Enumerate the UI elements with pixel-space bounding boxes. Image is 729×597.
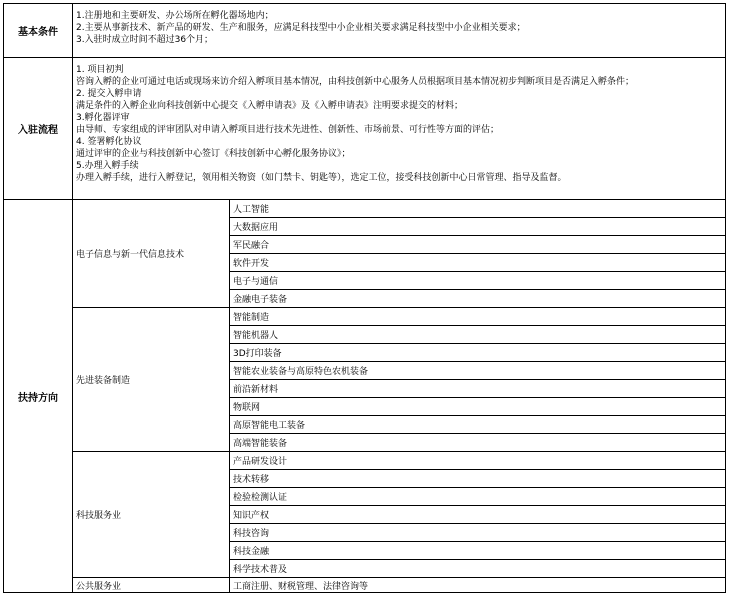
support-item-text: 3D打印装备 [233, 349, 282, 359]
support-item-text: 高端智能装备 [233, 439, 288, 449]
support-item [229, 271, 726, 290]
support-item [229, 577, 726, 593]
support-item-text: 工商注册、财税管理、法律咨询等 [233, 581, 369, 592]
support-group-tech-services [72, 451, 230, 578]
support-item-text: 智能机器人 [233, 331, 279, 341]
support-item [229, 469, 726, 488]
support-item-text: 检验检测认证 [233, 493, 288, 503]
support-group-electronics [72, 199, 230, 308]
support-item-text: 知识产权 [233, 511, 270, 521]
support-item [229, 559, 726, 578]
support-group-name: 先进装备制造 [76, 376, 131, 386]
support-item-text: 军民融合 [233, 241, 270, 251]
support-group-manufacturing [72, 307, 230, 452]
support-direction-label-text: 扶持方向 [18, 392, 58, 404]
support-group-public-services [72, 577, 230, 593]
support-group-name: 公共服务业 [76, 581, 122, 592]
support-item [229, 505, 726, 524]
support-item-text: 智能农业装备与高原特色农机装备 [233, 367, 369, 377]
support-item-text: 电子与通信 [233, 277, 279, 287]
process-step-title: 4. 签署孵化协议 [76, 137, 142, 147]
support-item [229, 541, 726, 560]
support-item [229, 523, 726, 542]
support-item-text: 人工智能 [233, 205, 270, 215]
process-step-title: 3.孵化器评审 [76, 113, 130, 123]
basic-condition-line: 2.主要从事新技术、新产品的研发、生产和服务，应满足科技型中小企业相关要求满足科技型中小企业相关要求； [76, 23, 526, 33]
support-direction-label [3, 199, 73, 593]
entry-process-label [3, 57, 73, 200]
basic-conditions-label-text: 基本条件 [18, 27, 58, 38]
support-item-text: 科学技术普及 [233, 565, 288, 575]
support-item-text: 前沿新材料 [233, 385, 279, 395]
support-item [229, 361, 726, 380]
entry-process-label-text: 入驻流程 [18, 125, 58, 136]
support-item [229, 433, 726, 452]
support-item-text: 智能制造 [233, 313, 270, 323]
support-item [229, 487, 726, 506]
incubation-table [3, 3, 726, 593]
basic-conditions-content [72, 3, 726, 58]
support-item [229, 451, 726, 470]
support-item-text: 物联网 [233, 403, 261, 413]
process-step-desc: 办理入孵手续，进行入孵登记，领用相关物资（如门禁卡、钥匙等），选定工位，接受科技创新中心日常管理、指导及监督。 [76, 173, 567, 183]
support-item [229, 217, 726, 236]
support-item-text: 产品研发设计 [233, 457, 288, 467]
entry-process-content [72, 57, 726, 200]
support-item-text: 技术转移 [233, 475, 270, 485]
support-item-text: 大数据应用 [233, 223, 279, 233]
support-item-text: 软件开发 [233, 259, 270, 269]
support-group-name: 电子信息与新一代信息技术 [76, 250, 185, 260]
support-item [229, 379, 726, 398]
basic-condition-line: 3.入驻时成立时间不超过36个月； [76, 35, 214, 45]
support-item [229, 253, 726, 272]
support-item-text: 科技金融 [233, 547, 270, 557]
basic-conditions-label [3, 3, 73, 58]
process-step-desc: 咨询入孵的企业可通过电话或现场来访介绍入孵项目基本情况，由科技创新中心服务人员根据项目基本情况初步判断项目是否满足入孵条件； [76, 77, 635, 87]
process-step-desc: 由导师、专家组成的评审团队对申请入孵项目进行技术先进性、创新性、市场前景、可行性等方面的评估； [76, 125, 500, 135]
support-item [229, 199, 726, 218]
support-item-text: 高原智能电工装备 [233, 421, 306, 431]
process-step-desc: 满足条件的入孵企业向科技创新中心提交《入孵申请表》及《入孵申请表》注明要求提交的材料； [76, 101, 464, 111]
basic-condition-line: 1.注册地和主要研发、办公场所在孵化器场地内； [76, 11, 274, 21]
process-step-title: 2. 提交入孵申请 [76, 89, 142, 99]
support-group-name: 科技服务业 [76, 511, 122, 521]
support-item-text: 科技咨询 [233, 529, 270, 539]
support-item [229, 415, 726, 434]
support-item-text: 金融电子装备 [233, 295, 288, 305]
process-step-desc: 通过评审的企业与科技创新中心签订《科技创新中心孵化服务协议》； [76, 149, 351, 159]
support-item [229, 307, 726, 326]
process-step-title: 1. 项目初判 [76, 65, 124, 75]
support-item [229, 235, 726, 254]
support-item [229, 289, 726, 308]
support-item [229, 343, 726, 362]
support-item [229, 397, 726, 416]
support-item [229, 325, 726, 344]
process-step-title: 5.办理入孵手续 [76, 161, 139, 171]
